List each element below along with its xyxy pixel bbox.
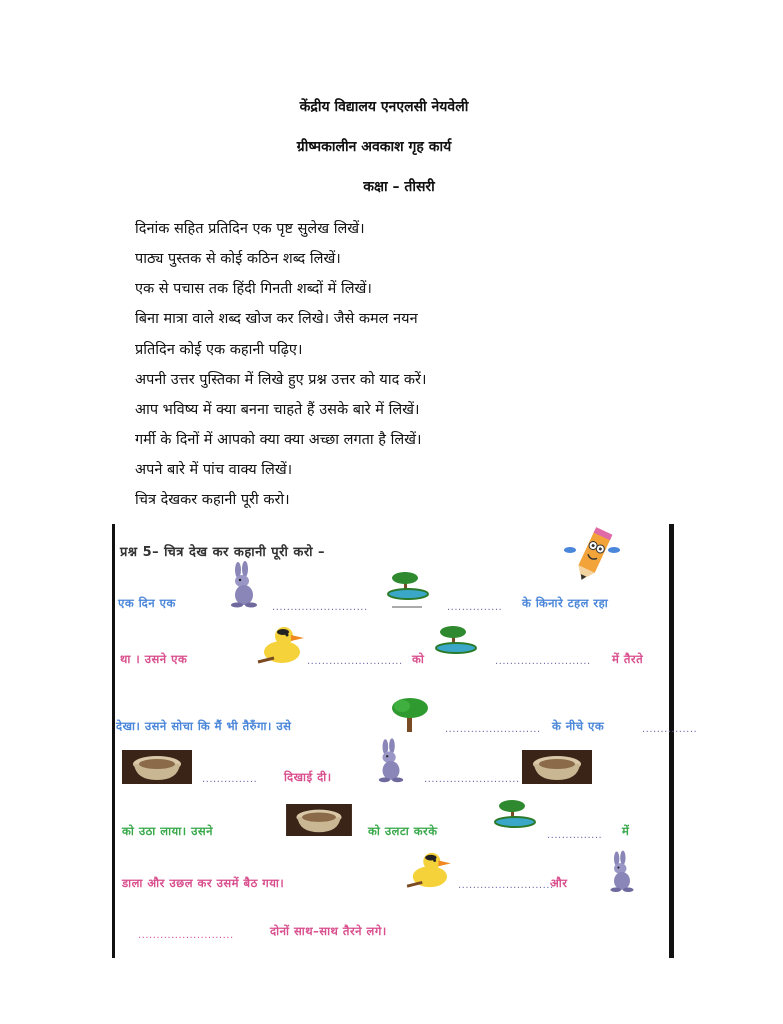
story-line-5-mid: को उलटा करके: [368, 824, 438, 838]
answer-blank: ...............: [547, 830, 603, 841]
worksheet-right-border: [669, 524, 674, 958]
story-line-2-end: में तैरते: [612, 652, 644, 666]
task-item: गर्मी के दिनों में आपको क्या क्या अच्छा लगता है लिखें।: [135, 432, 422, 448]
story-line-6-start: डाला और उछल कर उसमें बैठ गया।: [122, 876, 285, 890]
question-heading: प्रश्न 5– चित्र देख कर कहानी पूरी करो –: [120, 545, 326, 560]
pond-icon: [384, 572, 430, 604]
rabbit-icon: [226, 562, 262, 608]
story-line-5-end: में: [622, 824, 630, 838]
story-line-7-text: दोनों साथ–साथ तैरने लगे।: [270, 924, 387, 938]
task-item: बिना मात्रा वाले शब्द खोज कर लिखे। जैसे कमल नयन: [135, 311, 418, 327]
basket-icon: [122, 750, 192, 784]
story-line-2-mid: को: [412, 652, 425, 666]
answer-blank: ...............: [642, 724, 698, 735]
rabbit-icon: [374, 738, 408, 784]
task-item: अपनी उत्तर पुस्तिका में लिखे हुए प्रश्न उत्तर को याद करें।: [135, 372, 427, 388]
answer-blank: ..........................: [307, 656, 403, 667]
tree-icon: [390, 696, 430, 734]
task-item: आप भविष्य में क्या बनना चाहते हैं उसके बारे में लिखें।: [135, 402, 420, 418]
task-item: चित्र देखकर कहानी पूरी करो।: [135, 492, 290, 508]
pond-icon: [432, 626, 478, 658]
answer-blank: ..........................: [424, 774, 520, 785]
school-name: केंद्रीय विद्यालय एनएलसी नेयवेली: [299, 99, 469, 115]
rabbit-icon: [606, 850, 638, 894]
homework-title: ग्रीष्मकालीन अवकाश गृह कार्य: [296, 139, 452, 155]
answer-blank: ..........................: [272, 602, 368, 613]
story-line-4-text: दिखाई दी।: [284, 770, 332, 784]
task-item: पाठ्य पुस्तक से कोई कठिन शब्द लिखें।: [135, 251, 341, 267]
task-item: अपने बारे में पांच वाक्य लिखें।: [135, 462, 293, 478]
answer-blank: ..........................: [445, 724, 541, 735]
pond-caption: [392, 606, 422, 608]
task-item: दिनांक सहित प्रतिदिन एक पृष्ट सुलेख लिखें।: [135, 221, 365, 237]
task-item: एक से पचास तक हिंदी गिनती शब्दों में लिखें।: [135, 281, 372, 297]
pond-icon: [486, 800, 542, 832]
answer-blank: ..........................: [495, 656, 591, 667]
answer-blank: ..........................: [458, 880, 554, 891]
task-item: प्रतिदिन कोई एक कहानी पढ़िए।: [135, 342, 303, 358]
story-line-1-end: के किनारे टहल रहा: [522, 596, 609, 610]
class-label: कक्षा – तीसरी: [363, 179, 435, 195]
story-worksheet: [112, 524, 698, 958]
story-line-2-start: था । उसने एक: [120, 652, 188, 666]
duck-icon: [254, 624, 306, 666]
pencil-mascot-icon: [564, 526, 620, 584]
basket-icon: [284, 804, 354, 836]
story-line-5-start: को उठा लाया। उसने: [122, 824, 214, 838]
answer-blank: ..........................: [138, 930, 234, 941]
story-line-3-start: देखा। उसने सोचा कि मैं भी तैरुँगा। उसे: [116, 719, 292, 733]
basket-icon: [522, 750, 592, 784]
answer-blank: ...............: [447, 602, 503, 613]
answer-blank: ...............: [202, 774, 258, 785]
story-line-3-end: के नीचे एक: [552, 719, 605, 733]
duck-icon: [400, 850, 456, 890]
story-line-1-start: एक दिन एक: [118, 596, 176, 610]
worksheet-left-border: [112, 524, 115, 958]
story-line-6-end: और: [550, 876, 568, 890]
